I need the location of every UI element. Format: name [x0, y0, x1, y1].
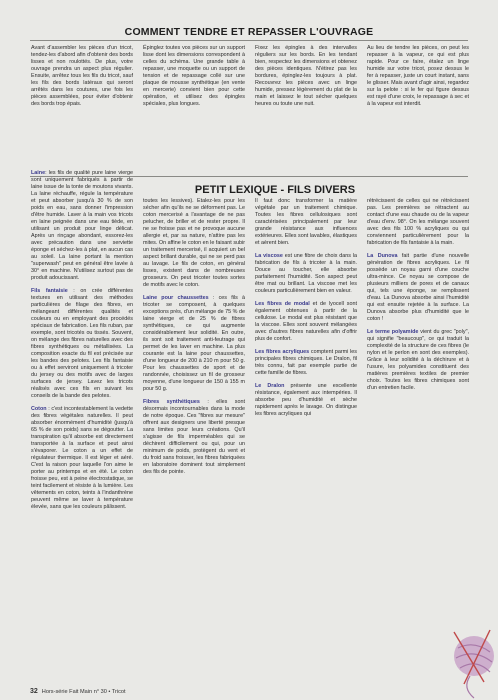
- definition: : elles sont désormais incontournables dans la mode de notre époque. Ces "fibres sur mesure" offrent aux designers une liberté presque sans limites pour leurs créations. Qu'il s'agisse de fils imperméables qui se déchirent difficilement ou qui, pour un minimum de poids, protègent du vent et du froid sans froisser, les fibres fabriquées en laboratoire dominent tout simplement des fils de pointe.: [143, 399, 245, 475]
- page-number: 32: [30, 688, 38, 695]
- term-dunova: La Dunova: [367, 253, 398, 259]
- lexique-column-4: [367, 198, 469, 683]
- definition: : les fils de qualité pure laine vierge sont uniquement fabriqués à partir de laine issue de la tonte de moutons vivants. La laine réchauffe, régule la température et peut absorber jusqu'à 30 % de son poids en eau, sans donner l'impression d'être humide. Laver à la main vos tricots en laine peignée dans une eau tiède, en utilisant un produit pour linge délicat. Après un rinçage abondant, essorez-les avec précaution dans une serviette éponge et séchez-les à plat, en aucun cas au soleil. La laine portant la mention "superwash" peut en général être lavée à 30° en machine. N'utilisez surtout pas de produit adoucissant.: [31, 170, 133, 281]
- paragraph: Avant d'assembler les pièces d'un tricot, tendez-les d'abord afin d'obtenir des bords lisses et non roulottés. De plus, votre ouvrage prendra un aspect plus régulier. Ensuite, arrêtez tous les fils du tricot, sauf les fils des bords latéraux qui seront arrêtés dans les coutures, une fois les pièces assemblées, pour éviter d'obtenir des bords trop épais.: [31, 45, 133, 107]
- yarn-ball-illustration: [440, 612, 498, 700]
- term-acryliques: Les fibres acryliques: [255, 349, 310, 355]
- term-dralon: Le Dralon: [255, 383, 285, 389]
- definition: rétrécissent de celles qui ne rétrécissent pas. Les premières se rétractent au contact d'une eau chaude ou de la vapeur d'eau d'env. 98°. On les mélange souvent avec des fils 100 % acryliques ou qui conviennent particulièrement pour la fabrication de fils fantaisie à la main.: [367, 198, 469, 246]
- term-modal: Les fibres de modal: [255, 301, 310, 307]
- section-title-repassage: COMMENT TENDRE ET REPASSER L'OUVRAGE: [124, 26, 374, 38]
- divider: [30, 40, 468, 41]
- term-coton: Coton: [31, 406, 47, 412]
- term-laine-chaussettes: Laine pour chaussettes: [143, 295, 209, 301]
- lexique-column-2: [143, 198, 245, 683]
- lexique-column-1: [31, 170, 133, 680]
- magazine-name: Hors-série Fait Main n° 30 • Tricot: [41, 689, 126, 695]
- term-viscose: La viscose: [255, 253, 283, 259]
- paragraph: Au lieu de tendre les pièces, on peut les repasser à la vapeur, ce qui est plus rapide. Pour ce faire, étalez un linge humide sur votre tricot, posez dessus le fer à repasser, juste un court instant, sans le glisser. Mais avant d'agir ainsi, regardez sur la pelote : si le fer qui figure dessus est rayé d'une croix, le repassage à sec et à la vapeur est interdit.: [367, 45, 469, 107]
- definition: vient du grec "poly", qui signifie "beaucoup", ce qui traduit la complexité de la structure de ces fibres (le nylon et le perlon en sont des exemples). Grâce à leur solidité à la déchirure et à l'usure, les polyamides constituent des matières premières textiles de premier choix. Toutes les fibres chimiques sont d'un entretien facile.: [367, 329, 469, 391]
- text-column: [31, 45, 133, 108]
- definition: Il faut donc transformer la matière végétale par un traitement chimique. Toutes les fibres cellulosiques sont caractérisées principalement par leur grande résistance aux influences extérieures. Elles sont lavables, élastiques et aèrent bien.: [255, 198, 357, 246]
- text-column: [143, 45, 245, 108]
- definition: : on crée différentes textures en utilisant des méthodes particulières de filage des fibres, en mélangeant différentes qualités et couleurs ou en employant des procédés spéciaux de fabrication. Les fils ruban, par exemple, sont tricotés ou tissés. Souvent, on mélange des fibres naturelles avec des fibres synthétiques ou métallisées. La composition exacte du fil est précisée sur les bandes des pelotes. Les fils fantaisie ou à effet serviront uniquement à tricoter du jersey ou des motifs avec de larges surfaces de jersey. Lavez les tricots réalisés avec ces fils en suivant les conseils de la bande des pelotes.: [31, 288, 133, 399]
- text-column: [255, 45, 357, 108]
- definition: toutes les lessives). Étalez-les pour les sécher afin qu'ils ne se déforment pas. Le coton mercerisé a l'avantage de ne pas pelucher, de briller et de rester propre. Il ne se froisse pas et ne provoque aucune allergie et, par sa nature, n'attire pas les mites. On affine le coton en le faisant subir un traitement mercerisé, il acquiert un bel aspect brillant durable, qui ne se perd pas au lavage. Le fils de coton, en général lisses, existent dans de nombreuses grosseurs. On peut tricoter toutes sortes de motifs avec le coton.: [143, 198, 245, 288]
- definition: est une fibre de choix dans la fabrication de fils à tricoter à la main. Douce au toucher, elle absorbe parfaitement l'humidité. Son aspect peut être mat ou brillant. La viscose met les couleurs particulièrement bien en valeur.: [255, 253, 357, 294]
- definition: fait partie d'une nouvelle génération de fibres acryliques. Le fil possède un noyau garni d'une couche ultra-mince. Ce noyau se compose de plusieurs milliers de pores et de canaux qui, tels une éponge, se remplissent d'eau. La Dunova absorbe ainsi l'humidité qui est ensuite rejetée à la surface. La Dunova absorbe plus d'humidité que le coton !: [367, 253, 469, 322]
- term-fils-fantaisie: Fils fantaisie: [31, 288, 68, 294]
- term-polyamide: Le terme polyamide: [367, 329, 419, 335]
- paragraph: Fixez les épingles à des intervalles réguliers sur les bords. En les tendant bien, respectez les dimensions et obtenez des pièces identiques. N'étirez pas les bordures, épinglez-les toujours à plat. Recouvrez les pièces avec un linge humide, pressez légèrement du plat de la main et laissez le tout sécher quelques heures ou toute une nuit.: [255, 45, 357, 107]
- definition: : c'est incontestablement la vedette des fibres végétales naturelles. Il peut absorber énormément d'humidité (jusqu'à 65 % de son poids) sans se dégoutter. La transpiration qu'il absorbe est directement transportée à la surface et peut ainsi s'évaporer. Le coton a un effet de régulateur thermique. Il est léger et aéré. C'est la raison pour laquelle l'on aime le porter au printemps et en été. Le coton froisse peu, est à peine électrostatique, se teint facilement et résiste à la lumière. Les vêtements en coton, teints à l'indanthrène peuvent même se laver à température élevée, sans que les couleurs pâlissent.: [31, 406, 133, 510]
- page-footer: [30, 688, 126, 695]
- text-column: [367, 45, 469, 108]
- definition: présente une excellente résistance, également aux intempéries. Il absorbe peu d'humidité et sèche rapidement après le lavage. On distingue les fibres acryliques qui: [255, 383, 357, 417]
- definition: comptent parmi les principales fibres chimiques. Le Dralon, fil très connu, fait par exemple partie de cette famille de fibres.: [255, 349, 357, 376]
- section-title-lexique: PETIT LEXIQUE - FILS DIVERS: [194, 184, 356, 196]
- definition: et de lyocell sont également obtenues à partir de la cellulose. Le modal est plus résistant que la viscose. Elles sont souvent mélangées avec d'autres fibres naturelles afin d'offrir plus de confort.: [255, 301, 357, 342]
- definition: : ces fils à tricoter se composent, à quelques exceptions près, d'un mélange de 75 % de laine vierge et de 25 % de fibres synthétiques, ce qui augmente considérablement leur solidité. En outre, ils sont soit traitement anti-feutrage qui permet de les laver en machine. La plus courante est la laine pour chaussettes, d'une longueur de 200 à 210 m pour 50 g. Pour les chaussettes de sport et de randonnée, choisissez un fil de grosseur moyenne, d'une longueur de 150 à 155 m pour 50 g.: [143, 295, 245, 392]
- lexique-column-3: [255, 198, 357, 683]
- term-fibres-synthetiques: Fibres synthétiques: [143, 399, 200, 405]
- paragraph: Épinglez toutes vos pièces sur un support lisse dont les dimensions correspondent à celles du schéma. Une grande table à repasser, une moquette ou un support de tension et de repassage collé sur une plaque de mousse synthétique (en vente en mercerie) convient bien pour cette opération, et utilisez des épingles spéciales, plus longues.: [143, 45, 245, 107]
- term-laine: Laine: [31, 170, 46, 176]
